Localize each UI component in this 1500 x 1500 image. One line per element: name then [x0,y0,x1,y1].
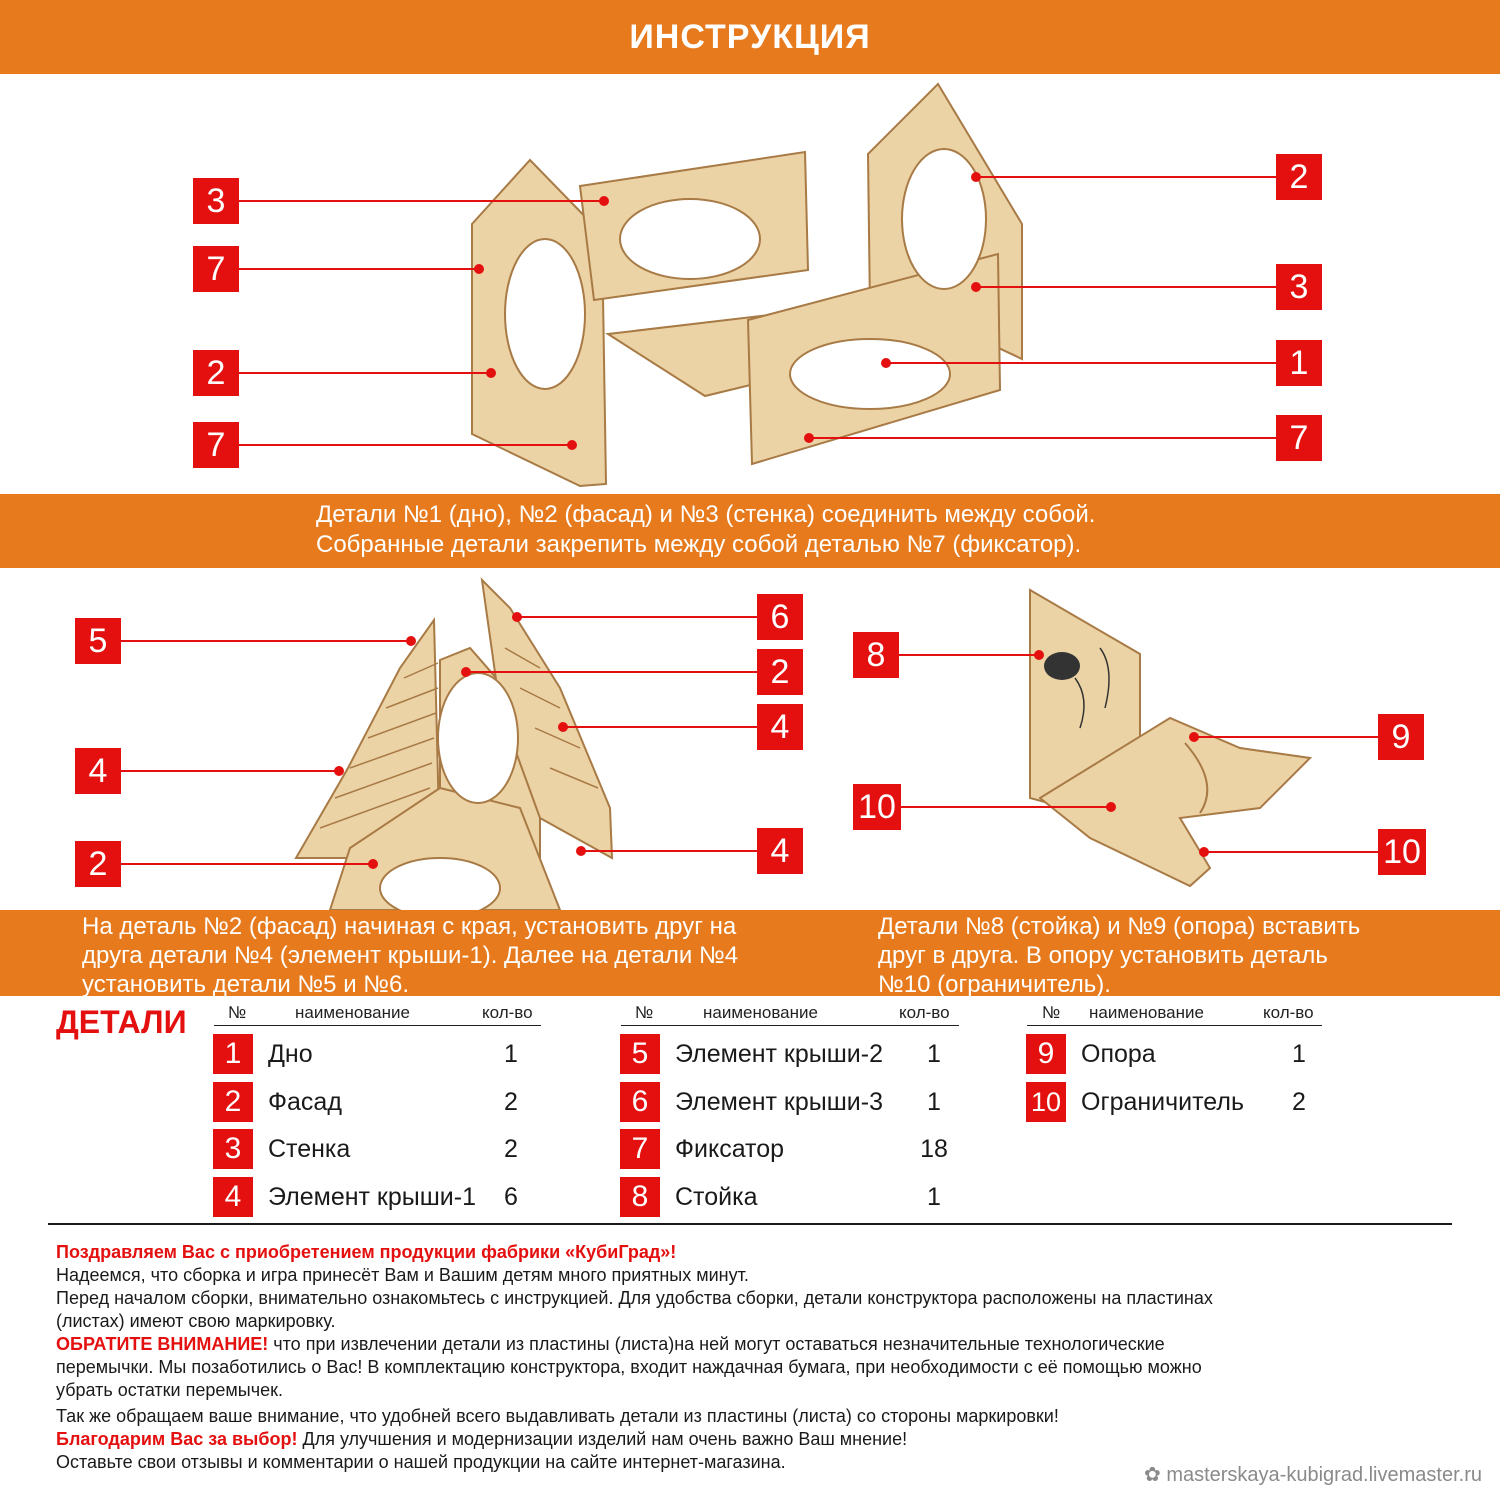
part-number: 2 [213,1082,253,1122]
part-number: 7 [620,1129,660,1169]
table-header-num: № [1042,1003,1061,1022]
table-header-qty: кол-во [482,1003,533,1022]
watermark [1144,1462,1482,1487]
callout-line [975,176,1276,178]
callout-dot [368,859,378,869]
callout-label: 6 [757,594,803,640]
callout-line [1193,736,1378,738]
part-name: Дно [268,1040,313,1068]
callout-dot [881,358,891,368]
callout-dot [599,196,609,206]
step3-text-line: друг в друга. В опору установить деталь [878,942,1328,969]
callout-line [239,444,572,446]
callout-line [121,863,373,865]
thanks-paragraph [56,1428,1436,1451]
callout-line [239,268,479,270]
attention-paragraph [56,1333,1436,1356]
step3-text-line: Детали №8 (стойка) и №9 (опора) вставить [878,913,1361,940]
part-number: 10 [1026,1082,1066,1122]
footer-line: что при извлечении детали из пластины (листа)на ней могут оставаться незначительные технологические [268,1334,1165,1354]
watermark-icon: ✿ [1143,1464,1167,1486]
callout-line [239,200,604,202]
footer-line: (листах) имеют свою маркировку. [56,1311,336,1331]
part-number: 8 [620,1177,660,1217]
table-header-name: наименование [295,1003,410,1022]
part-name: Фасад [268,1088,342,1116]
callout-dot [558,722,568,732]
step2-illustration [0,568,840,910]
table-header-rule [621,1025,959,1026]
callout-dot [804,433,814,443]
part-name: Элемент крыши-1 [268,1183,476,1211]
parts-title: ДЕТАЛИ [56,1004,187,1040]
part-qty: 2 [504,1135,518,1163]
callout-dot [971,172,981,182]
footer-line: перемычки. Мы позаботились о Вас! В комплектацию конструктора, входит наждачная бумага, при необходимости с её помощью можно [56,1357,1202,1377]
footer-line: Для улучшения и модернизации изделий нам очень важно Ваш мнение! [297,1429,908,1449]
callout-dot [1199,847,1209,857]
table-header-rule [1027,1025,1322,1026]
part-name: Стенка [268,1135,351,1163]
callout-label: 2 [1276,154,1322,200]
table-header-rule [214,1025,541,1026]
part-name: Ограничитель [1081,1088,1244,1116]
callout-dot [461,667,471,677]
callout-label: 9 [1378,714,1424,760]
table-header-num: № [635,1003,654,1022]
callout-label: 4 [757,828,803,874]
table-header-qty: кол-во [899,1003,950,1022]
page-title: ИНСТРУКЦИЯ [629,18,871,56]
callout-dot [486,368,496,378]
table-header-num: № [228,1003,247,1022]
step2-text-line: На деталь №2 (фасад) начиная с края, установить друг на [82,913,737,940]
footer-line: Оставьте свои отзывы и комментарии о нашей продукции на сайте интернет-магазина. [56,1452,786,1472]
callout-label: 3 [193,178,239,224]
part-name: Элемент крыши-2 [675,1040,883,1068]
part-number: 1 [213,1034,253,1074]
part-qty: 1 [927,1183,941,1211]
part-number: 9 [1026,1034,1066,1074]
callout-dot [334,766,344,776]
part-qty: 18 [920,1135,948,1163]
callout-dot [1034,650,1044,660]
callout-line [121,640,411,642]
part-qty: 1 [927,1040,941,1068]
part-number: 3 [213,1129,253,1169]
callout-line [808,437,1276,439]
part-qty: 2 [1292,1088,1306,1116]
callout-dot [971,282,981,292]
callout-label: 4 [757,704,803,750]
callout-label: 7 [1276,415,1322,461]
callout-label: 7 [193,246,239,292]
part-qty: 2 [504,1088,518,1116]
callout-label: 1 [1276,340,1322,386]
callout-line [121,770,339,772]
callout-dot [567,440,577,450]
callout-line [580,850,757,852]
callout-line [899,654,1039,656]
part-qty: 6 [504,1183,518,1211]
header-band [0,0,1500,74]
section-divider [48,1223,1452,1225]
callout-dot [576,846,586,856]
callout-line [1203,851,1378,853]
callout-line [465,671,757,673]
callout-line [885,362,1276,364]
footer-line: убрать остатки перемычек. [56,1380,283,1400]
callout-line [901,806,1111,808]
part-qty: 1 [1292,1040,1306,1068]
footer-line: Надеемся, что сборка и игра принесёт Вам и Вашим детям много приятных минут. [56,1265,749,1285]
part-name: Фиксатор [675,1135,785,1163]
callout-label: 10 [1378,829,1426,875]
callout-dot [474,264,484,274]
callout-line [516,616,757,618]
step3-text-line: №10 (ограничитель). [878,971,1111,998]
congrats-text: Поздравляем Вас с приобретением продукции фабрики «КубиГрад»! [56,1242,677,1262]
footer-line: Так же обращаем ваше внимание, что удобней всего выдавливать детали из пластины (листа) со стороны маркировки! [56,1406,1059,1426]
callout-label: 8 [853,632,899,678]
callout-line [975,286,1276,288]
part-name: Элемент крыши-3 [675,1088,883,1116]
callout-label: 2 [75,841,121,887]
table-header-name: наименование [703,1003,818,1022]
part-number: 6 [620,1082,660,1122]
callout-dot [1189,732,1199,742]
callout-dot [406,636,416,646]
table-header-name: наименование [1089,1003,1204,1022]
part-name: Опора [1081,1040,1156,1068]
step2-text-line: установить детали №5 и №6. [82,971,410,998]
callout-label: 2 [193,350,239,396]
callout-line [562,726,757,728]
callout-label: 7 [193,422,239,468]
callout-label: 5 [75,618,121,664]
part-number: 4 [213,1177,253,1217]
step1-text-line: Собранные детали закрепить между собой деталью №7 (фиксатор). [316,531,1082,558]
table-header-qty: кол-во [1263,1003,1314,1022]
part-name: Стойка [675,1183,758,1211]
callout-dot [512,612,522,622]
step2-text-line: друга детали №4 (элемент крыши-1). Далее на детали №4 [82,942,739,969]
footer-line: Перед началом сборки, внимательно ознакомьтесь с инструкцией. Для удобства сборки, детали конструктора расположены на пластинах [56,1288,1213,1308]
thanks-label: Благодарим Вас за выбор! [56,1429,298,1449]
callout-line [239,372,491,374]
part-qty: 1 [504,1040,518,1068]
watermark-text: masterskaya-kubigrad.livemaster.ru [1166,1464,1482,1486]
callout-label: 4 [75,748,121,794]
callout-label: 3 [1276,264,1322,310]
part-qty: 1 [927,1088,941,1116]
callout-label: 2 [757,649,803,695]
attention-label: ОБРАТИТЕ ВНИМАНИЕ! [56,1334,269,1354]
part-number: 5 [620,1034,660,1074]
step1-text-line: Детали №1 (дно), №2 (фасад) и №3 (стенка) соединить между собой. [316,501,1096,528]
callout-dot [1106,802,1116,812]
callout-label: 10 [853,784,901,830]
